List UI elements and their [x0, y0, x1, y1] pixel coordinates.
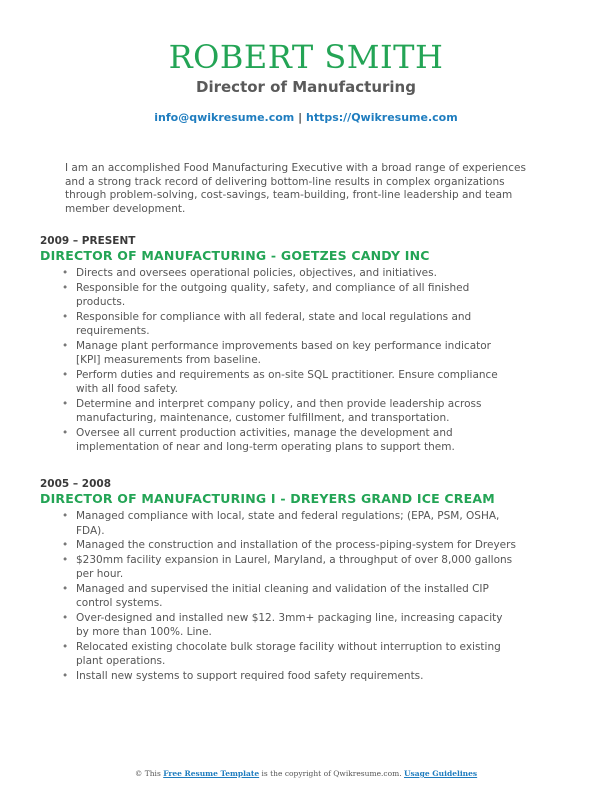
list-item: • Perform duties and requirements as on-site SQL practitioner. Ensure compliance with all food safety. — [76, 368, 516, 397]
list-item: • Relocated existing chocolate bulk storage facility without interruption to existing plant operations. — [76, 640, 516, 669]
job-entry-2 — [40, 477, 580, 683]
professional-summary: I am an accomplished Food Manufacturing Executive with a broad range of experiences and a strong track record of delivering bottom-line results in complex organizations through problem-solving, cost-savings, team-building, front-line leadership and team member development. — [65, 162, 526, 215]
footer — [0, 768, 612, 780]
contact-line — [0, 110, 612, 126]
job-bullets — [40, 266, 580, 455]
email-link[interactable]: info@qwikresume.com — [154, 111, 295, 124]
list-item: • Managed the construction and installation of the process-piping-system for Dreyers — [76, 538, 516, 553]
job-role: DIRECTOR OF MANUFACTURING I - DREYERS GRAND ICE CREAM — [40, 491, 495, 506]
footer-prefix: © This — [134, 769, 161, 778]
list-item: • Responsible for compliance with all federal, state and local regulations and requirements. — [76, 310, 516, 339]
contact-separator: | — [298, 111, 303, 124]
job-entry-1 — [40, 234, 580, 455]
usage-guidelines-link[interactable]: Usage Guidelines — [404, 769, 478, 778]
list-item: • Responsible for the outgoing quality, safety, and compliance of all finished products. — [76, 281, 516, 310]
list-item: • $230mm facility expansion in Laurel, Maryland, a throughput of over 8,000 gallons per hour. — [76, 553, 516, 582]
footer-middle: is the copyright of Qwikresume.com. — [261, 769, 402, 778]
list-item: • Oversee all current production activities, manage the development and implementation of near and long-term operating plans to support them. — [76, 426, 516, 455]
list-item: • Install new systems to support required food safety requirements. — [76, 669, 516, 684]
free-resume-template-link[interactable]: Free Resume Template — [163, 769, 260, 778]
list-item: • Directs and oversees operational policies, objectives, and initiatives. — [76, 266, 516, 281]
job-bullets — [40, 509, 580, 683]
list-item: • Managed compliance with local, state and federal regulations; (EPA, PSM, OSHA, FDA). — [76, 509, 516, 538]
website-link[interactable]: https://Qwikresume.com — [305, 111, 458, 124]
candidate-name: ROBERT SMITH — [168, 38, 444, 76]
list-item: • Managed and supervised the initial cleaning and validation of the installed CIP control systems. — [76, 582, 516, 611]
job-dates: 2009 – PRESENT — [40, 235, 136, 247]
job-role: DIRECTOR OF MANUFACTURING - GOETZES CANDY INC — [40, 248, 430, 263]
list-item: • Over-designed and installed new $12. 3mm+ packaging line, increasing capacity by more than 100%. Line. — [76, 611, 516, 640]
list-item: • Manage plant performance improvements based on key performance indicator [KPI] measurements from baseline. — [76, 339, 516, 368]
job-dates: 2005 – 2008 — [40, 478, 112, 490]
job-title: Director of Manufacturing — [196, 78, 416, 96]
list-item: • Determine and interpret company policy, and then provide leadership across manufacturing, maintenance, customer fulfillment, and transportation. — [76, 397, 516, 426]
